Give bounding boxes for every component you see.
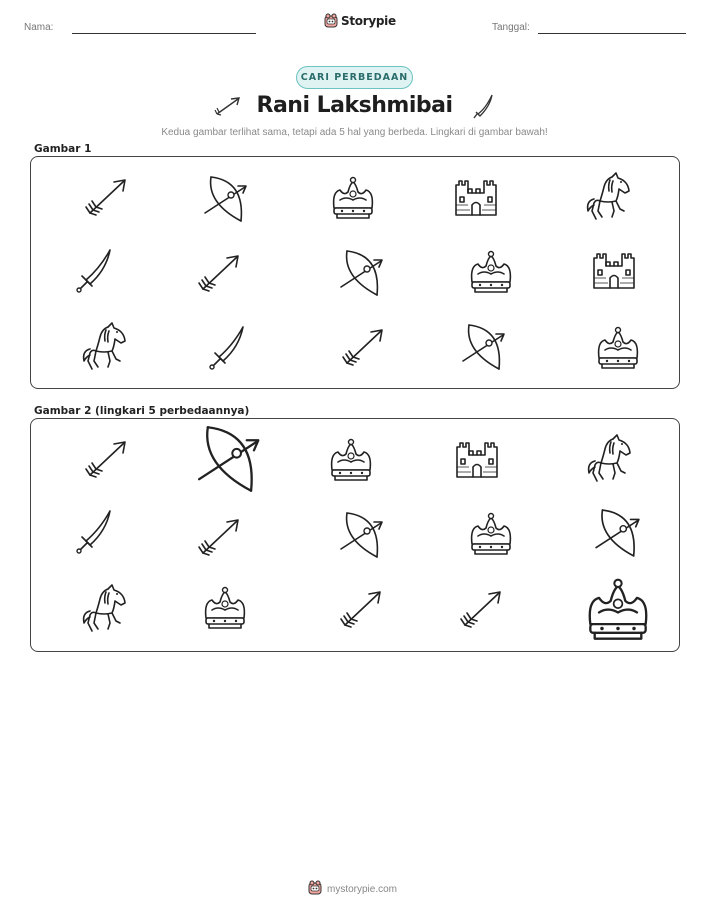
bow-icon[interactable] <box>337 509 385 561</box>
bow-icon[interactable] <box>459 321 507 373</box>
sword-icon <box>470 92 496 124</box>
arrow-icon[interactable] <box>457 587 505 631</box>
brand-logo <box>324 13 396 28</box>
crown-icon[interactable] <box>466 250 516 296</box>
footer <box>308 880 397 899</box>
arrow-icon[interactable] <box>82 175 130 219</box>
castle-icon[interactable] <box>453 437 501 481</box>
date-field[interactable] <box>538 33 686 34</box>
name-label: Nama: <box>24 22 54 33</box>
castle-icon[interactable] <box>590 248 638 292</box>
bow-icon[interactable] <box>201 173 249 225</box>
instructions-text: Kedua gambar terlihat sama, tetapi ada 5 hal yang berbeda. Lingkari di gambar bawah! <box>161 127 548 138</box>
arrow-icon[interactable] <box>82 437 130 481</box>
footer-url: mystorypie.com <box>327 884 398 895</box>
bow-icon[interactable] <box>193 422 263 497</box>
panel-2-label: Gambar 2 (lingkari 5 perbedaannya) <box>34 405 250 417</box>
arrow-icon[interactable] <box>339 325 387 369</box>
crown-icon[interactable] <box>328 176 378 222</box>
page-title: Rani Lakshmibai <box>256 93 453 118</box>
arrow-icon[interactable] <box>337 587 385 631</box>
arrow-icon[interactable] <box>195 251 243 295</box>
picture-1-panel <box>30 156 680 389</box>
date-label: Tanggal: <box>492 22 530 33</box>
horse-icon[interactable] <box>78 583 128 635</box>
crown-icon[interactable] <box>582 578 655 645</box>
sword-icon[interactable] <box>205 323 249 371</box>
brand-name: Storypie <box>341 13 396 28</box>
storypie-logo-icon <box>308 880 322 899</box>
panel-1-label: Gambar 1 <box>34 143 92 155</box>
picture-2-panel <box>30 418 680 652</box>
castle-icon[interactable] <box>452 175 500 219</box>
crown-icon[interactable] <box>593 326 643 372</box>
name-field[interactable] <box>72 33 256 34</box>
crown-icon[interactable] <box>466 512 516 558</box>
bow-icon[interactable] <box>337 247 385 299</box>
storypie-logo-icon <box>324 13 338 28</box>
horse-icon[interactable] <box>582 171 632 223</box>
sword-icon[interactable] <box>72 507 116 555</box>
bow-icon[interactable] <box>592 506 642 561</box>
activity-badge: CARI PERBEDAAN <box>296 66 413 89</box>
horse-icon[interactable] <box>78 321 128 373</box>
horse-icon[interactable] <box>583 433 633 485</box>
arrow-icon[interactable] <box>195 515 243 559</box>
crown-icon[interactable] <box>200 586 250 632</box>
sword-icon[interactable] <box>72 246 116 294</box>
crown-icon[interactable] <box>326 438 376 484</box>
